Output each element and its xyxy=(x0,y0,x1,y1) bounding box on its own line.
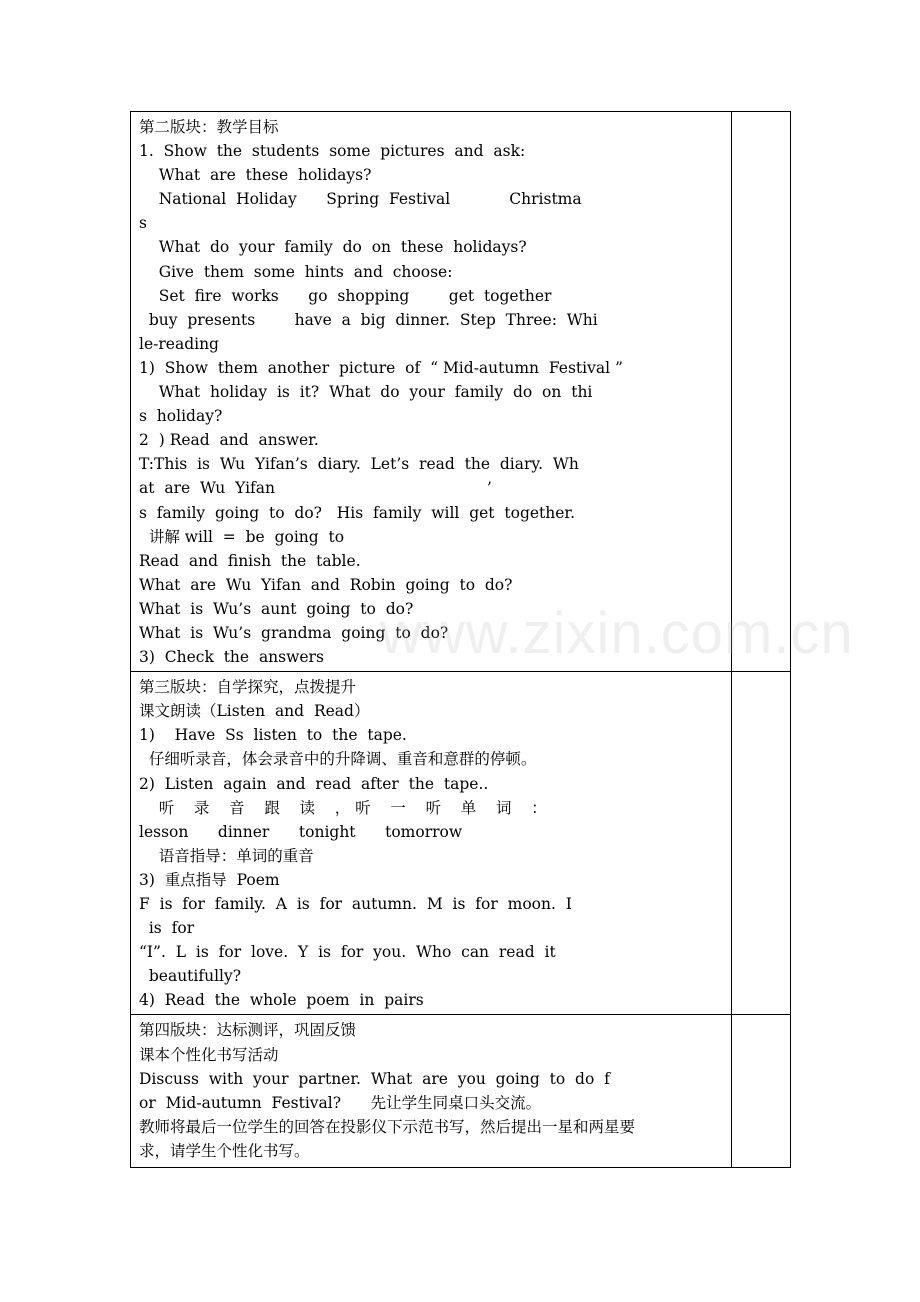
text-line: What holiday is it? What do your family do on thi xyxy=(139,383,593,402)
text-line: Set fire works go shopping get together xyxy=(139,286,552,305)
text-line: What do your family do on these holidays? xyxy=(139,238,527,257)
text-line: is for xyxy=(139,919,195,938)
text-line: 3) 重点指导 Poem xyxy=(139,870,280,889)
text-line: s xyxy=(139,214,147,233)
text-line: 2 ) Read and answer. xyxy=(139,431,319,450)
text-line: 讲解 will = be going to xyxy=(139,527,345,546)
text-line: or Mid-autumn Festival? 先让学生同桌口头交流。 xyxy=(139,1093,542,1112)
text-line: T:This is Wu Yifan’s diary. Let’s read the diary. Wh xyxy=(139,455,579,474)
text-line: 1) Have Ss listen to the tape. xyxy=(139,726,407,745)
text-line: What is Wu’s grandma going to do? xyxy=(139,623,449,642)
text-line: 第四版块：达标测评，巩固反馈 xyxy=(139,1021,357,1040)
text-line: “I”. L is for love. Y is for you. Who can read it xyxy=(139,943,556,962)
text-line: 4) Read the whole poem in pairs xyxy=(139,991,424,1010)
text-line: 第三版块：自学探究，点拨提升 xyxy=(139,678,357,697)
section-row-2 xyxy=(131,112,791,672)
text-line: s family going to do? His family will get together. xyxy=(139,503,576,522)
lesson-plan-table xyxy=(130,111,791,1168)
section-row-3 xyxy=(131,672,791,1015)
section-2-content xyxy=(131,112,732,672)
text-line: 2) Listen again and read after the tape.. xyxy=(139,774,489,793)
section-row-4 xyxy=(131,1015,791,1168)
text-line: 课本个性化书写活动 xyxy=(139,1045,279,1064)
text-line: 仔细听录音，体会录音中的升降调、重音和意群的停顿。 xyxy=(139,750,537,769)
watermark: www.zixin.com.cn xyxy=(380,601,854,666)
text-line: What are these holidays? xyxy=(139,166,372,185)
text-line: 求，请学生个性化书写。 xyxy=(139,1141,310,1160)
text-line: What are Wu Yifan and Robin going to do? xyxy=(139,575,513,594)
text-line: 1. Show the students some pictures and ask: xyxy=(139,142,526,161)
section-3-notes-cell xyxy=(732,672,791,1015)
section-2-text xyxy=(131,112,731,671)
text-line: 第二版块：教学目标 xyxy=(139,118,279,136)
text-line: Discuss with your partner. What are you going to do f xyxy=(139,1069,610,1088)
text-line: 1) Show them another picture of “ Mid-autumn Festival ” xyxy=(139,358,623,377)
text-line: le-reading xyxy=(139,334,219,353)
text-line: 听 录 音 跟 读 ， 听 一 听 单 词 ： xyxy=(139,798,547,817)
section-4-text xyxy=(131,1015,731,1167)
section-4-content xyxy=(131,1015,732,1168)
section-3-text xyxy=(131,672,731,1014)
text-line: 教师将最后一位学生的回答在投影仪下示范书写，然后提出一星和两星要 xyxy=(139,1117,636,1136)
text-line: s holiday? xyxy=(139,407,223,426)
section-3-content xyxy=(131,672,732,1015)
text-line: 语音指导：单词的重音 xyxy=(139,846,314,865)
text-line: F is for family. A is for autumn. M is for moon. I xyxy=(139,895,572,913)
text-line: National Holiday Spring Festival Christma xyxy=(139,190,582,209)
section-2-notes-cell xyxy=(732,112,791,672)
text-line: beautifully? xyxy=(139,967,242,986)
text-line: buy presents have a big dinner. Step Three: Whi xyxy=(139,310,598,329)
text-line: Read and finish the table. xyxy=(139,551,361,570)
section-4-notes-cell xyxy=(732,1015,791,1168)
text-line: 3) Check the answers xyxy=(139,648,324,667)
text-line: 课文朗读（Listen and Read） xyxy=(139,702,370,721)
text-line: lesson dinner tonight tomorrow xyxy=(139,822,463,841)
text-line: What is Wu’s aunt going to do? xyxy=(139,599,414,618)
text-line: at are Wu Yifan ’ xyxy=(139,479,492,498)
text-line: Give them some hints and choose: xyxy=(139,262,453,281)
